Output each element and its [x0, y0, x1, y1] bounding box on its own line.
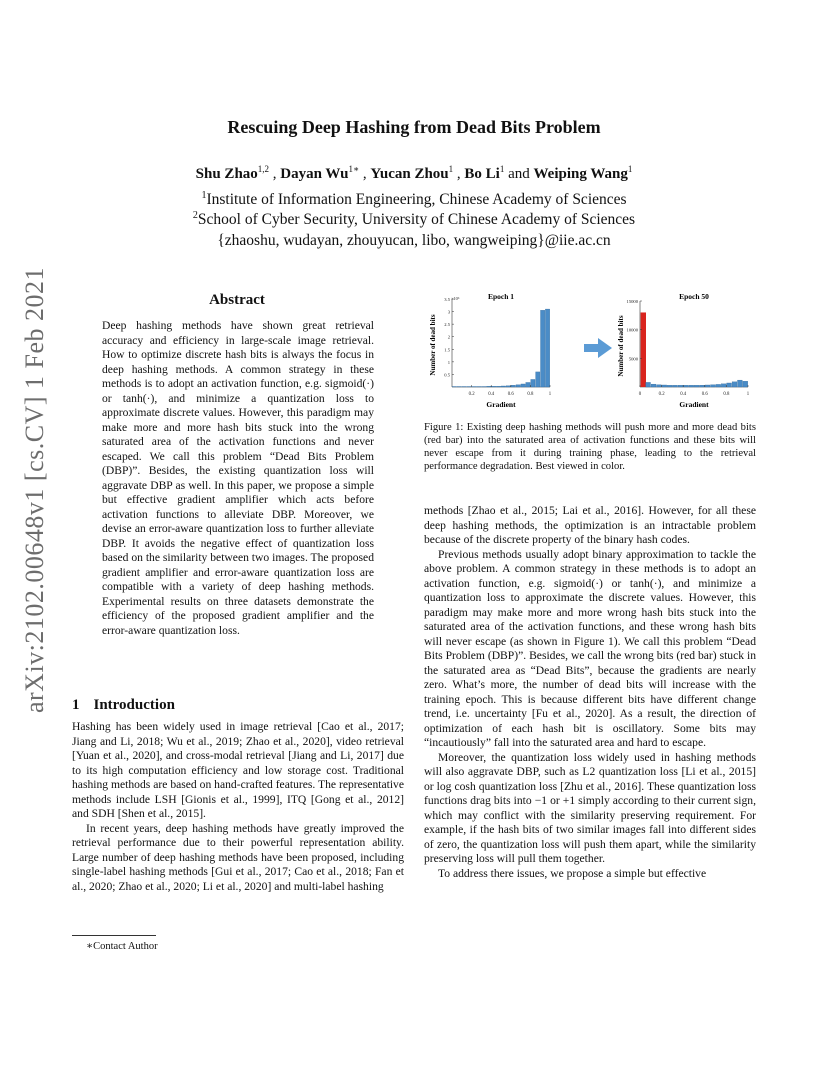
y-tick-label: 0.5 — [444, 372, 450, 378]
y-tick-label: 2 — [447, 334, 450, 340]
histogram-bar — [531, 379, 535, 387]
author-separator: , — [269, 166, 281, 182]
affiliation-text: School of Cyber Security, University of Chinese Academy of Sciences — [197, 211, 636, 229]
author-name: Shu Zhao — [195, 166, 258, 182]
x-tick-label: 0.8 — [527, 392, 534, 397]
right-column-body — [424, 504, 756, 881]
y-tick-label: 1.5 — [444, 347, 450, 353]
paragraph: Hashing has been widely used in image retrieval [Cao et al., 2017; Jiang and Li, 2018; Wu et al., 2019; Zhao et al., 2020], video retrieval [Yuan et al., 2020], and cross-modal retrieval [Jiang and Li, 2017] due to its high computation efficiency and low storage cost. Traditional hashing methods are based on hand-crafted features. The representative methods include LSH [Gionis et al., 1999], ITQ [Gong et al., 2012] and SDH [Shen et al., 2015]. — [72, 720, 404, 820]
histogram-bar — [452, 387, 456, 388]
arrow-shaft — [584, 344, 598, 352]
paragraph: In recent years, deep hashing methods have greatly improved the retrieval performance due to their powerful representation ability. Large number of deep hashing methods have been proposed, including single-label hashing methods [Gui et al., 2017; Cao et al., 2018; Fan et al., 2020; Zhao et al., 2020; Li et al., 2020] and multi-label hashing — [72, 821, 404, 893]
x-axis-label: Gradient — [679, 400, 709, 409]
affiliation-marker: 1 — [201, 190, 207, 201]
histogram-bar — [467, 387, 471, 388]
histogram-bar — [678, 385, 683, 387]
histogram-bar — [482, 387, 486, 388]
histogram-bar — [477, 387, 481, 388]
chart-title: Epoch 1 — [487, 292, 515, 301]
histogram-bar — [541, 310, 545, 387]
histogram-bar — [684, 385, 689, 387]
author-affiliation-marker: 1∗ — [348, 164, 360, 174]
x-tick-label: 0.8 — [723, 392, 730, 397]
footnote-rule — [72, 935, 156, 936]
histogram-bar — [721, 384, 726, 387]
y-axis-label: Number of dead bits — [617, 315, 625, 377]
x-axis-label: Gradient — [486, 400, 516, 409]
arxiv-identifier: arXiv:2102.00648v1 [cs.CV] 1 Feb 2021 — [20, 267, 49, 714]
histogram-bar — [496, 386, 500, 387]
histogram-bar — [700, 385, 705, 387]
author-name: Bo Li — [464, 166, 500, 182]
histogram-bar — [727, 383, 732, 387]
author-name: Weiping Wang — [533, 166, 628, 182]
figure-1-histograms — [422, 286, 758, 412]
author-separator: and — [504, 166, 534, 182]
y-tick-label: 1 — [447, 359, 450, 365]
y-tick-label: 3.5 — [444, 297, 450, 302]
histogram-bar — [694, 385, 699, 387]
histogram-bar — [743, 381, 748, 387]
histogram-bar — [662, 385, 667, 387]
right-arrow-icon — [598, 338, 612, 358]
x-tick-label: 0.2 — [468, 392, 475, 397]
author-separator: , — [453, 166, 465, 182]
histogram-bar — [673, 385, 678, 387]
affiliation-text: Institute of Information Engineering, Chinese Academy of Sciences — [206, 191, 627, 209]
y-exponent-label: ×10⁶ — [451, 296, 460, 301]
y-tick-label: 3 — [447, 309, 450, 315]
section-heading-introduction — [72, 697, 189, 714]
author-affiliation-marker: 1 — [627, 164, 633, 174]
histogram-bar — [738, 380, 743, 387]
histogram-bar — [472, 387, 476, 388]
affiliation-2 — [0, 210, 828, 229]
x-tick-label: 1 — [548, 392, 552, 397]
section-title: Introduction — [93, 697, 175, 713]
histogram-bar — [689, 385, 694, 387]
author-affiliation-marker: 1 — [448, 164, 454, 174]
histogram-bar — [716, 384, 721, 387]
paper-title: Rescuing Deep Hashing from Dead Bits Problem — [227, 117, 601, 137]
author-name: Yucan Zhou — [370, 166, 449, 182]
left-column-body — [72, 720, 404, 894]
x-tick-label: 0.2 — [658, 392, 665, 397]
x-tick-label: 0.6 — [507, 392, 514, 397]
histogram-bar — [457, 387, 461, 388]
histogram-bar — [651, 384, 656, 387]
histogram-bar — [501, 386, 505, 387]
y-tick-label: 10000 — [626, 327, 638, 333]
paragraph: To address there issues, we propose a simple but effective — [438, 866, 707, 880]
paragraph: Moreover, the quantization loss widely used in hashing methods will also aggravate DBP, such as L2 quantization loss [Li et al., 2015] or log cosh quantization loss [Zhu et al., 2016]. These quantization loss functions drag bits into −1 or +1 simply according to their current sign, which may conflict with the similarity preserving requirement. For example, if the hash bits of two similar images fall into different sides of zero, the quantization loss will push them apart, while the similarity preserving loss will pull them together. — [424, 750, 756, 865]
chart-title: Epoch 50 — [679, 292, 709, 301]
author-affiliation-marker: 1 — [499, 164, 505, 174]
paragraph: methods [Zhao et al., 2015; Lai et al., 2016]. However, for all these deep hashing methods, the optimization is an intractable problem because of the discrete property of the binary hash codes. — [424, 504, 756, 546]
y-tick-label: 5000 — [628, 356, 638, 362]
histogram-bar — [521, 384, 525, 387]
histogram-bar — [516, 385, 520, 387]
author-affiliation-marker: 1,2 — [257, 164, 270, 174]
histogram-bar — [545, 309, 549, 387]
x-tick-label: 0 — [638, 392, 642, 397]
section-number: 1 — [72, 697, 80, 713]
abstract-heading: Abstract — [209, 292, 265, 308]
abstract-text: Deep hashing methods have shown great retrieval accuracy and efficiency in large-scale image retrieval. How to optimize discrete hash bits is always the focus in deep hashing methods. A common strategy in these methods is to adopt an activation function, e.g. sigmoid(·) or tanh(·), and minimize a quantization loss to approximate discrete values. However, this paradigm may make more and more hash bits stuck into the wrong saturated area of the activation functions and never escaped. We call this problem “Dead Bits Problem (DBP)”. Besides, the existing quantization loss will aggravate DBP as well. In this paper, we propose a simple but effective gradient amplifier which acts before activation functions to alleviate DBP. Moreover, we devise an error-aware quantization loss to further alleviate DBP. It avoids the negative effect of quantization loss based on the similarity between two images. The proposed gradient amplifier and error-aware quantization loss are compatible with a variety of deep hashing methods. Experimental results on three datasets demonstrate the efficiency of the proposed gradient amplifier and the error-aware quantization loss. — [102, 319, 374, 637]
histogram-bar — [492, 386, 496, 387]
histogram-bar — [711, 385, 716, 387]
figure-caption: Figure 1: Existing deep hashing methods will push more and more dead bits (red bar) into the saturated area of activation functions and these bits will never escape from it during training phase, leading to the retrieval performance degradation. Best viewed in color. — [424, 422, 756, 472]
x-tick-label: 0.6 — [701, 392, 708, 397]
x-tick-label: 1 — [746, 392, 750, 397]
histogram-bar — [526, 382, 530, 387]
histogram-bar — [511, 385, 515, 387]
affiliation-1 — [0, 190, 828, 209]
y-axis-label: Number of dead bits — [429, 314, 437, 376]
author-list — [0, 164, 828, 183]
y-tick-label: 2.5 — [444, 322, 450, 328]
histogram-bar — [536, 372, 540, 387]
footnote: ∗Contact Author — [86, 941, 158, 952]
paragraph: Previous methods usually adopt binary approximation to tackle the above problem. A common strategy in these methods is to adopt an activation function, e.g. sigmoid(·) or tanh(·), and minimize a quantization loss to approximate the discrete values. However, this paradigm may make more and more wrong hash bits stuck into the saturated area of the activation functions, and these wrong hash bits will never escape (as shown in Figure 1). We call this problem “Dead Bits Problem (DBP)”. Besides, we call the wrong bits (red bar) stuck in the saturated area as “Dead Bits”, because the gradients are nearly zero. What’s more, the number of dead bits will increase with the training epoch. This is because different bits have different change trend, i.e. uncertainty [Fu et al., 2020]. As a result, the direction of optimization of each hash bit is oscillatory. Some bits may “incautiously” fall into the saturated area and hard to escape. — [424, 547, 756, 749]
author-emails: {zhaoshu, wudayan, zhouyucan, libo, wangweiping}@iie.ac.cn — [217, 232, 611, 249]
dead-bits-bar — [641, 312, 646, 387]
histogram-bar — [657, 385, 662, 387]
x-tick-label: 0.4 — [680, 392, 687, 397]
author-separator: , — [359, 166, 371, 182]
author-name: Dayan Wu — [280, 166, 349, 182]
x-tick-label: 0.4 — [488, 392, 495, 397]
histogram-bar — [667, 385, 672, 387]
histogram-bar — [646, 382, 651, 387]
histogram-bar — [705, 385, 710, 387]
histogram-bar — [506, 386, 510, 387]
histogram-bar — [487, 386, 491, 387]
y-tick-label: 15000 — [626, 299, 638, 304]
histogram-bar — [732, 382, 737, 387]
affiliation-marker: 2 — [192, 210, 198, 221]
histogram-bar — [462, 387, 466, 388]
